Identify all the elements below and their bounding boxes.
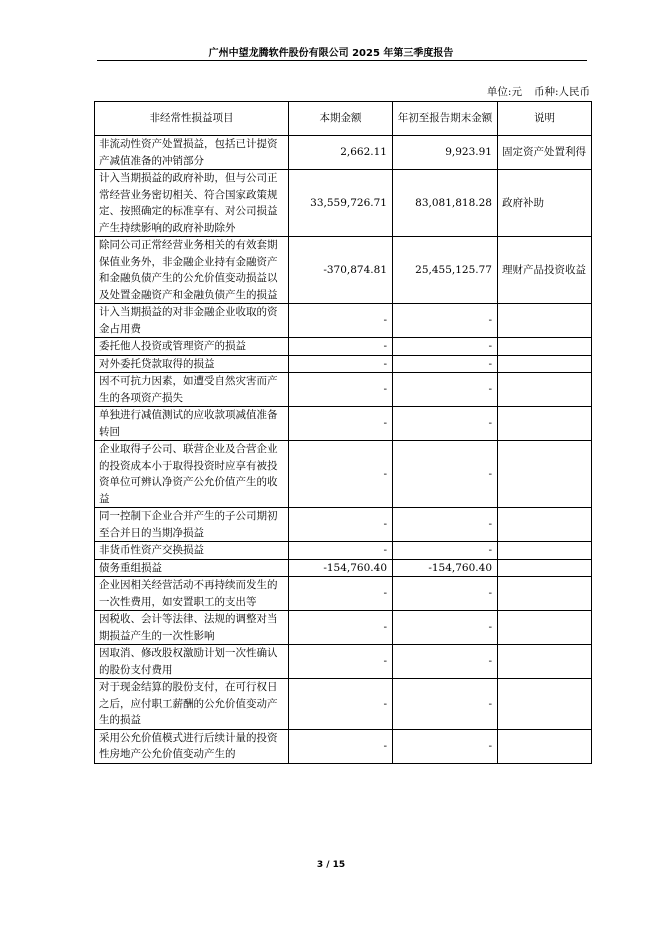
ytd-amount-cell: -	[393, 542, 498, 560]
item-cell: 因不可抗力因素，如遭受自然灾害而产生的各项资产损失	[95, 373, 289, 407]
item-cell: 计入当期损益的政府补助，但与公司正常经营业务密切相关、符合国家政策规定、按照确定的标准享有、对公司损益产生持续影响的政府补助除外	[95, 170, 289, 237]
ytd-amount-cell: -	[393, 729, 498, 763]
current-amount-cell: -370,874.81	[289, 237, 393, 304]
ytd-amount-cell: -154,760.40	[393, 559, 498, 577]
note-cell	[498, 611, 592, 645]
table-row	[95, 559, 592, 577]
header-ytd: 年初至报告期末金额	[393, 102, 498, 136]
current-amount-cell: -	[289, 542, 393, 560]
current-amount-cell: -	[289, 373, 393, 407]
unit-label: 单位:元	[486, 86, 522, 98]
item-cell: 除同公司正常经营业务相关的有效套期保值业务外，非金融企业持有金融资产和金融负债产生的公允价值变动损益以及处置金融资产和金融负债产生的损益	[95, 237, 289, 304]
note-cell	[498, 304, 592, 338]
table-row	[95, 577, 592, 611]
table-row	[95, 170, 592, 237]
ytd-amount-cell: 83,081,818.28	[393, 170, 498, 237]
current-amount-cell: -	[289, 304, 393, 338]
ytd-amount-cell: -	[393, 441, 498, 508]
note-cell	[498, 645, 592, 679]
ytd-amount-cell: -	[393, 508, 498, 542]
item-cell: 企业取得子公司、联营企业及合营企业的投资成本小于取得投资时应享有被投资单位可辨认净资产公允价值产生的收益	[95, 441, 289, 508]
item-cell: 因取消、修改股权激励计划一次性确认的股份支付费用	[95, 645, 289, 679]
note-cell: 固定资产处置利得	[498, 136, 592, 170]
current-amount-cell: -	[289, 407, 393, 441]
item-cell: 委托他人投资或管理资产的损益	[95, 338, 289, 356]
note-cell	[498, 373, 592, 407]
item-cell: 同一控制下企业合并产生的子公司期初至合并日的当期净损益	[95, 508, 289, 542]
table-row	[95, 679, 592, 730]
note-cell	[498, 577, 592, 611]
item-cell: 债务重组损益	[95, 559, 289, 577]
current-amount-cell: -	[289, 729, 393, 763]
note-cell	[498, 559, 592, 577]
non-recurring-gains-table	[94, 101, 592, 764]
ytd-amount-cell: -	[393, 611, 498, 645]
ytd-amount-cell: -	[393, 304, 498, 338]
current-amount-cell: -	[289, 611, 393, 645]
item-cell: 对于现金结算的股份支付，在可行权日之后，应付职工薪酬的公允价值变动产生的损益	[95, 679, 289, 730]
ytd-amount-cell: 9,923.91	[393, 136, 498, 170]
note-cell	[498, 729, 592, 763]
ytd-amount-cell: -	[393, 355, 498, 373]
current-amount-cell: 2,662.11	[289, 136, 393, 170]
current-amount-cell: -154,760.40	[289, 559, 393, 577]
ytd-amount-cell: -	[393, 338, 498, 356]
table-row	[95, 611, 592, 645]
current-amount-cell: -	[289, 508, 393, 542]
item-cell: 对外委托贷款取得的损益	[95, 355, 289, 373]
header-note: 说明	[498, 102, 592, 136]
current-amount-cell: -	[289, 355, 393, 373]
table-row	[95, 338, 592, 356]
table-row	[95, 373, 592, 407]
ytd-amount-cell: -	[393, 577, 498, 611]
note-cell	[498, 407, 592, 441]
ytd-amount-cell: -	[393, 373, 498, 407]
note-cell	[498, 441, 592, 508]
table-row	[95, 407, 592, 441]
note-cell	[498, 338, 592, 356]
item-cell: 非货币性资产交换损益	[95, 542, 289, 560]
item-cell: 企业因相关经营活动不再持续而发生的一次性费用，如安置职工的支出等	[95, 577, 289, 611]
page-number: 3 / 15	[316, 860, 346, 870]
note-cell	[498, 679, 592, 730]
note-cell: 理财产品投资收益	[498, 237, 592, 304]
item-cell: 单独进行减值测试的应收款项减值准备转回	[95, 407, 289, 441]
table-row	[95, 441, 592, 508]
table-row	[95, 304, 592, 338]
current-amount-cell: -	[289, 338, 393, 356]
table-row	[95, 542, 592, 560]
currency-label: 币种:人民币	[533, 86, 590, 98]
note-cell	[498, 542, 592, 560]
ytd-amount-cell: 25,455,125.77	[393, 237, 498, 304]
ytd-amount-cell: -	[393, 679, 498, 730]
note-cell: 政府补助	[498, 170, 592, 237]
table-row	[95, 729, 592, 763]
current-amount-cell: -	[289, 679, 393, 730]
item-cell: 采用公允价值模式进行后续计量的投资性房地产公允价值变动产生的	[95, 729, 289, 763]
ytd-amount-cell: -	[393, 645, 498, 679]
table-row	[95, 237, 592, 304]
item-cell: 计入当期损益的对非金融企业收取的资金占用费	[95, 304, 289, 338]
header-item: 非经常性损益项目	[95, 102, 289, 136]
current-amount-cell: -	[289, 577, 393, 611]
table-row	[95, 136, 592, 170]
table-row	[95, 508, 592, 542]
table-header-row	[95, 102, 592, 136]
table-row	[95, 355, 592, 373]
current-amount-cell: -	[289, 441, 393, 508]
unit-line	[487, 84, 590, 99]
note-cell	[498, 355, 592, 373]
ytd-amount-cell: -	[393, 407, 498, 441]
header-current: 本期金额	[289, 102, 393, 136]
current-amount-cell: -	[289, 645, 393, 679]
note-cell	[498, 508, 592, 542]
item-cell: 非流动性资产处置损益，包括已计提资产减值准备的冲销部分	[95, 136, 289, 170]
table-row	[95, 645, 592, 679]
header-rule	[97, 60, 587, 61]
item-cell: 因税收、会计等法律、法规的调整对当期损益产生的一次性影响	[95, 611, 289, 645]
current-amount-cell: 33,559,726.71	[289, 170, 393, 237]
report-header: 广州中望龙腾软件股份有限公司 2025 年第三季度报告	[208, 48, 454, 59]
